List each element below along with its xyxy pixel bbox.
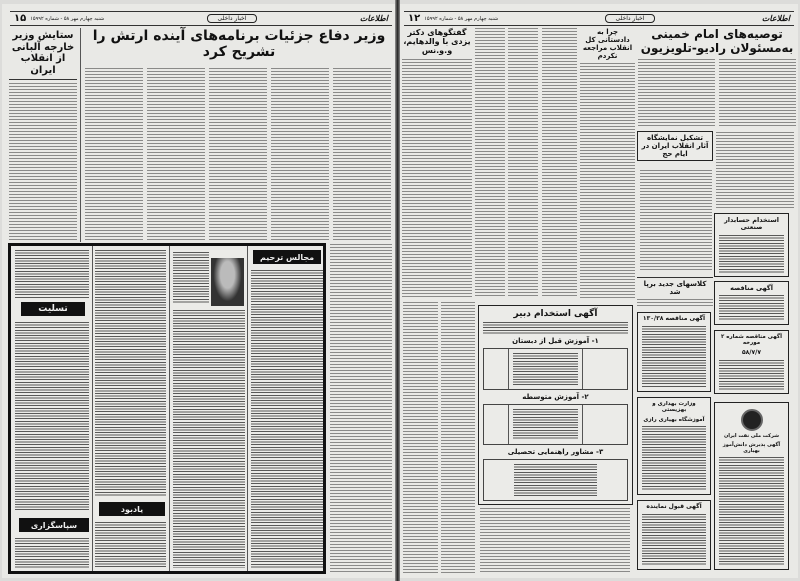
ad-text <box>514 464 597 496</box>
yazdi-headline: گفتگوهای دکتر یزدی با والدهایم، و.و.نس <box>403 28 471 56</box>
article-column <box>542 28 577 298</box>
article-column <box>402 59 472 298</box>
khomeini-article <box>638 28 796 128</box>
article-column <box>85 68 143 240</box>
ad-date: ۵۸/۷/۷ <box>741 348 762 356</box>
ad-section: ۱- آموزش قبل از دبستان <box>512 337 599 346</box>
ad-title: آگهی پذیرش دانش‌آموز بهیاری <box>722 441 781 454</box>
prosecutor-column <box>580 28 635 298</box>
prosecutor-headline: چرا به دادستانی کل انقلاب مراجعه نکردم <box>582 28 633 61</box>
divider <box>247 246 248 571</box>
ad-text <box>642 514 706 566</box>
divider <box>169 246 170 571</box>
ad-text <box>642 326 706 388</box>
notice-text <box>251 270 323 568</box>
tender-ad <box>714 281 789 325</box>
notice-text <box>173 310 245 568</box>
article-column <box>638 59 715 128</box>
header-date-group <box>408 13 498 25</box>
ad-section: ۲- آموزش متوسطه <box>522 392 589 401</box>
ad-table <box>483 404 628 446</box>
notice-text <box>15 322 89 512</box>
article-column <box>147 68 205 240</box>
ad-title: استخدام حسابدار صنعتی <box>724 216 779 232</box>
nursing-admission-ad <box>714 402 789 570</box>
header-date-group <box>14 13 104 25</box>
table-cell <box>484 349 509 389</box>
portrait-photo <box>211 258 244 306</box>
teacher-recruitment-ad <box>478 305 633 505</box>
ad-text <box>719 457 784 566</box>
article-column <box>475 28 505 298</box>
ad-text <box>719 295 784 321</box>
notice-text <box>15 250 89 298</box>
ad-title: آگهی مناقصه ۱۳۰/۳۸ <box>642 315 706 322</box>
ad-title: آگهی قبول نماینده <box>646 503 702 510</box>
ad-section: ۳- مشاور راهنمایی تحصیلی <box>507 448 604 457</box>
section-label: اخبار داخلی <box>207 14 258 23</box>
notice-text <box>15 538 89 568</box>
article-column <box>441 302 475 574</box>
article-column <box>209 68 267 240</box>
notice-text <box>95 522 166 568</box>
ad-title: آگهی استخدام دبیر <box>513 309 598 319</box>
obituary-section <box>8 243 326 574</box>
article-column <box>580 63 635 298</box>
headline-line: توصیه‌های امام خمینی <box>651 27 783 41</box>
article-column <box>330 244 392 574</box>
thanks-banner: سپاسگزاری <box>19 518 89 532</box>
notice-text <box>173 252 209 304</box>
sidebar-text <box>9 83 77 240</box>
ad-table <box>483 348 628 390</box>
notice-text <box>95 250 166 496</box>
ad-text <box>642 426 706 491</box>
article-column <box>508 28 538 298</box>
ad-title: وزارت بهداری و بهزیستی <box>652 401 696 414</box>
ad-text <box>719 360 784 390</box>
ad-text <box>513 353 578 385</box>
sidebar-headline: ستایش وزیر خارجه آلبانی از انقلاب ایران <box>9 30 77 80</box>
ad-text <box>719 235 784 273</box>
main-headline: وزیر دفاع جزئیات برنامه‌های آینده ارتش را تشریح کرد <box>92 28 386 61</box>
condolence-banner: تسلیت <box>21 302 85 316</box>
divider <box>92 246 93 571</box>
article-column <box>716 132 794 208</box>
article-column <box>640 170 712 272</box>
ad-text <box>483 322 628 334</box>
section-label: اخبار داخلی <box>605 14 656 23</box>
article-column <box>403 302 438 574</box>
date-line: شنبه چهارم مهر ۵۸ - شماره ۱۵۹۹۲ <box>424 15 499 22</box>
tender-2-ad <box>714 330 789 394</box>
exhibition-headline: تشکیل نمایشگاه آثار انقلاب ایران در ایام حج <box>637 131 713 161</box>
ad-footer-text <box>480 508 630 574</box>
memorial-banner: یادبود <box>99 502 165 516</box>
oil-company-emblem <box>741 409 763 431</box>
company-name: شرکت ملی نفت ایران <box>723 433 780 439</box>
sidebar <box>9 30 77 240</box>
headline-line: به‌مسئولان رادیو-تلویزیون <box>640 40 794 55</box>
health-ministry-ad <box>637 397 711 495</box>
khomeini-text <box>638 59 796 128</box>
table-cell <box>582 349 627 389</box>
article-column <box>333 68 391 240</box>
ad-title: آگهی مناقصه <box>730 284 773 292</box>
agent-wanted-ad <box>637 500 711 570</box>
ad-table <box>483 459 628 501</box>
divider <box>80 28 81 242</box>
ad-subtitle: آموزشگاه بهیاری رازی <box>643 416 705 423</box>
article-column <box>271 68 329 240</box>
table-cell <box>484 405 509 445</box>
article-column <box>719 59 796 128</box>
khomeini-headline <box>638 28 796 56</box>
page-number: ۱۵ <box>14 12 27 24</box>
new-classes-article <box>637 277 713 307</box>
accountant-ad <box>714 213 789 277</box>
new-classes-headline: کلاسهای جدید برپا شد <box>637 277 713 296</box>
ad-title: آگهی مناقصه شماره ۲ مورخه <box>720 334 783 347</box>
newspaper-logo: اطلاعات <box>761 13 790 23</box>
newspaper-logo: اطلاعات <box>359 13 388 23</box>
right-header <box>404 11 794 26</box>
left-header <box>10 11 392 26</box>
tender-130-ad <box>637 312 711 392</box>
obituary-title: مجالس ترحیم <box>253 250 321 264</box>
article-column <box>637 299 713 307</box>
page-number: ۱۲ <box>408 12 421 24</box>
table-cell <box>582 405 627 445</box>
ad-text <box>513 409 578 441</box>
date-line: شنبه چهارم مهر ۵۸ - شماره ۱۵۹۹۲ <box>30 15 105 22</box>
yazdi-column <box>402 28 472 298</box>
